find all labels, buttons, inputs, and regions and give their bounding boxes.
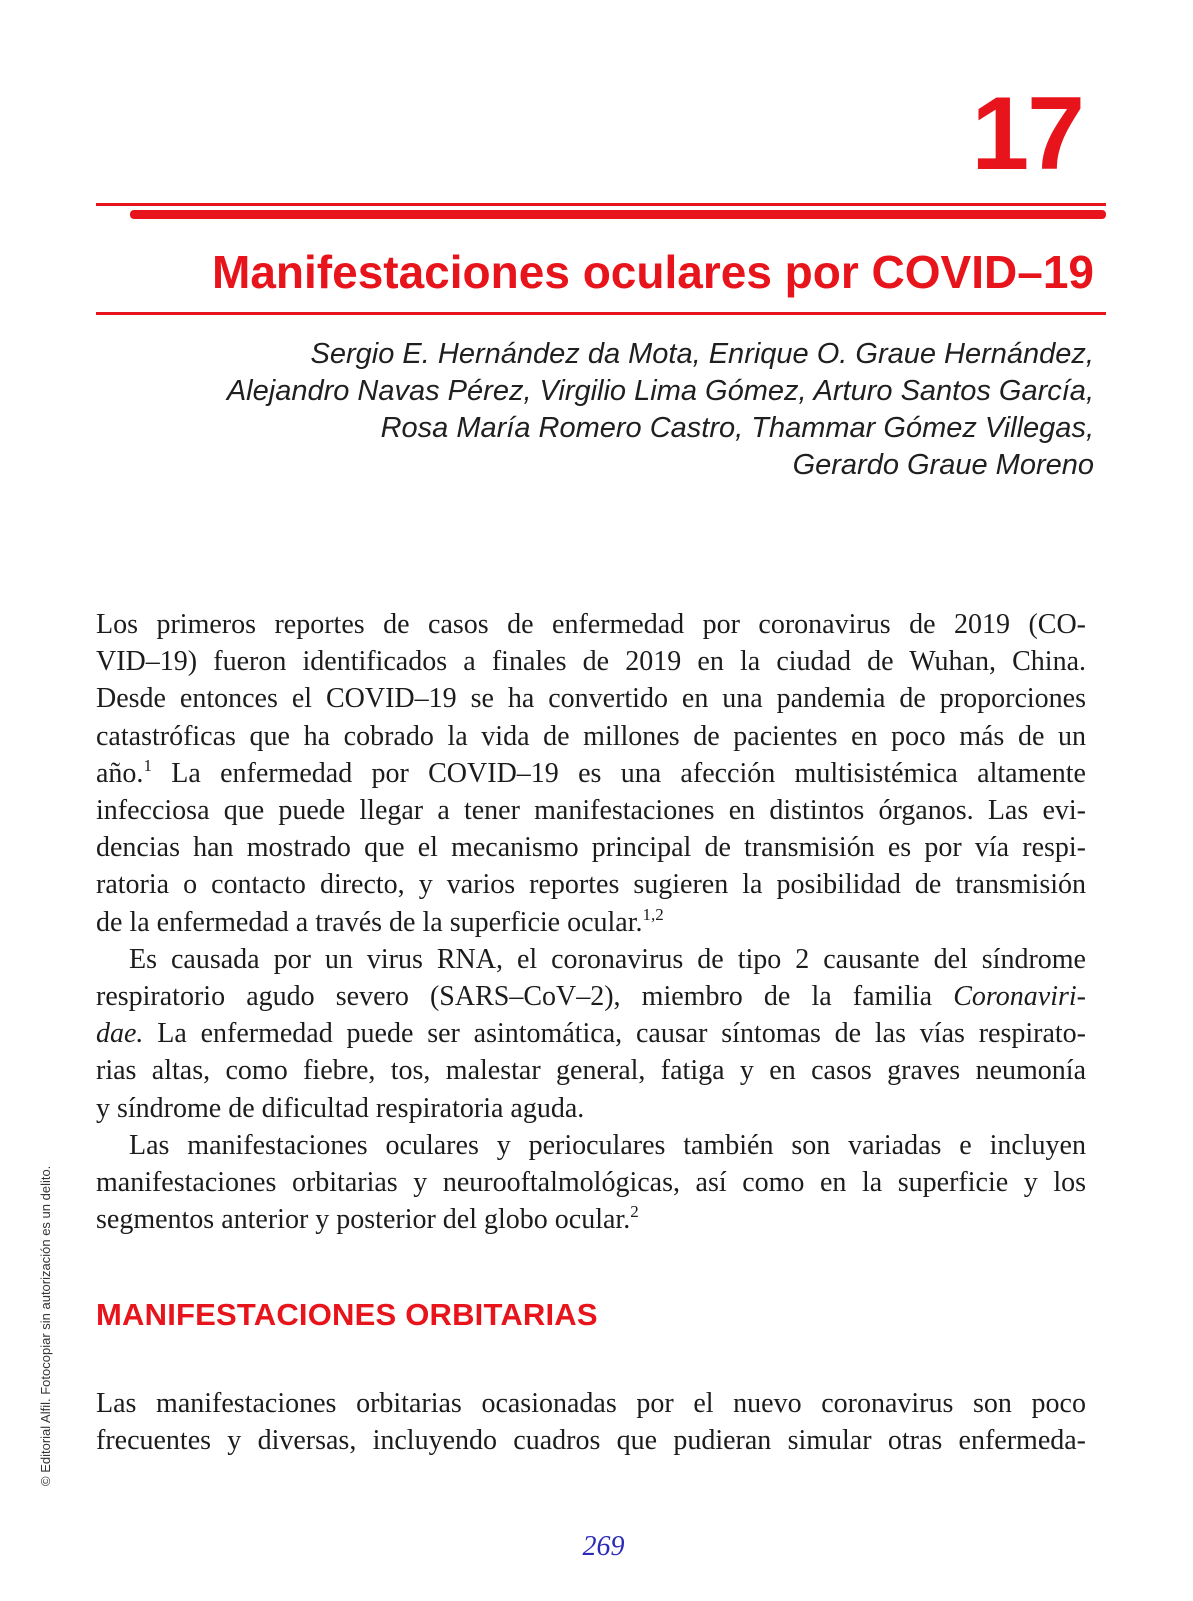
text-line: frecuentes y diversas, incluyendo cuadros que pudieran simular otras enfermeda- xyxy=(96,1425,1086,1457)
text-line: Las manifestaciones orbitarias ocasionadas por el nuevo coronavirus son poco xyxy=(96,1388,1086,1419)
citation-superscript: 1 xyxy=(143,755,152,775)
citation-superscript: 2 xyxy=(630,1202,639,1222)
orbital-paragraph xyxy=(96,1385,1086,1459)
author-line: Alejandro Navas Pérez, Virgilio Lima Gómez, Arturo Santos García, xyxy=(226,375,1094,407)
text-line: Los primeros reportes de casos de enfermedad por coronavirus de 2019 (CO- xyxy=(96,609,1086,640)
text-line: Las manifestaciones oculares y perioculares también son variadas e incluyen xyxy=(129,1129,1086,1161)
author-line: Gerardo Graue Moreno xyxy=(792,449,1094,481)
text-line xyxy=(96,1015,1086,1052)
text-fragment: año. xyxy=(96,757,144,789)
top-rule-thick xyxy=(130,210,1106,219)
section-heading: MANIFESTACIONES ORBITARIAS xyxy=(96,1297,598,1332)
page-number: 269 xyxy=(582,1531,625,1562)
text-line xyxy=(96,978,1086,1015)
text-line: y síndrome de dificultad respiratoria aguda. xyxy=(96,1092,585,1124)
text-line xyxy=(96,755,1086,792)
top-rule-thin xyxy=(96,203,1106,206)
text-fragment: de la enfermedad a través de la superficie ocular. xyxy=(96,906,643,938)
text-line: Desde entonces el COVID–19 se ha convertido en una pandemia de proporciones xyxy=(96,683,1086,715)
text-line: catastróficas que ha cobrado la vida de millones de pacientes en poco más de un xyxy=(96,720,1086,752)
author-line: Rosa María Romero Castro, Thammar Gómez Villegas, xyxy=(380,412,1094,444)
italic-term: Coronaviri- xyxy=(953,981,1086,1013)
chapter-number: 17 xyxy=(971,76,1083,192)
text-fragment: La enfermedad por COVID–19 es una afección multisistémica altamente xyxy=(151,757,1086,789)
text-line: rias altas, como fiebre, tos, malestar general, fatiga y en casos graves neumonía xyxy=(96,1055,1086,1087)
title-underline-rule xyxy=(96,312,1106,315)
text-fragment: segmentos anterior y posterior del globo ocular. xyxy=(96,1204,631,1236)
text-line xyxy=(96,904,1086,941)
text-line xyxy=(96,1201,1086,1238)
intro-paragraph xyxy=(96,606,1086,1238)
citation-superscript: 1,2 xyxy=(642,904,664,924)
author-line: Sergio E. Hernández da Mota, Enrique O. Graue Hernández, xyxy=(310,338,1094,370)
text-fragment: respiratorio agudo severo (SARS–CoV–2), miembro de la familia xyxy=(96,981,954,1013)
italic-term: dae. xyxy=(96,1018,144,1050)
text-line: infecciosa que puede llegar a tener manifestaciones en distintos órganos. Las evi- xyxy=(96,795,1086,827)
text-line: VID–19) fueron identificados a finales de 2019 en la ciudad de Wuhan, China. xyxy=(96,646,1086,678)
text-line: manifestaciones orbitarias y neurooftalmológicas, así como en la superficie y los xyxy=(96,1167,1086,1199)
author-list xyxy=(96,336,1094,484)
copyright-side-note: © Editorial Alfil. Fotocopiar sin autorización es un delito. xyxy=(38,1165,53,1486)
chapter-title: Manifestaciones oculares por COVID–19 xyxy=(212,246,1094,298)
text-line: Es causada por un virus RNA, el coronavirus de tipo 2 causante del síndrome xyxy=(129,943,1086,975)
text-line: ratoria o contacto directo, y varios reportes sugieren la posibilidad de transmisión xyxy=(96,869,1086,901)
text-fragment: La enfermedad puede ser asintomática, causar síntomas de las vías respirato- xyxy=(143,1018,1086,1050)
text-line: dencias han mostrado que el mecanismo principal de transmisión es por vía respi- xyxy=(96,832,1086,864)
